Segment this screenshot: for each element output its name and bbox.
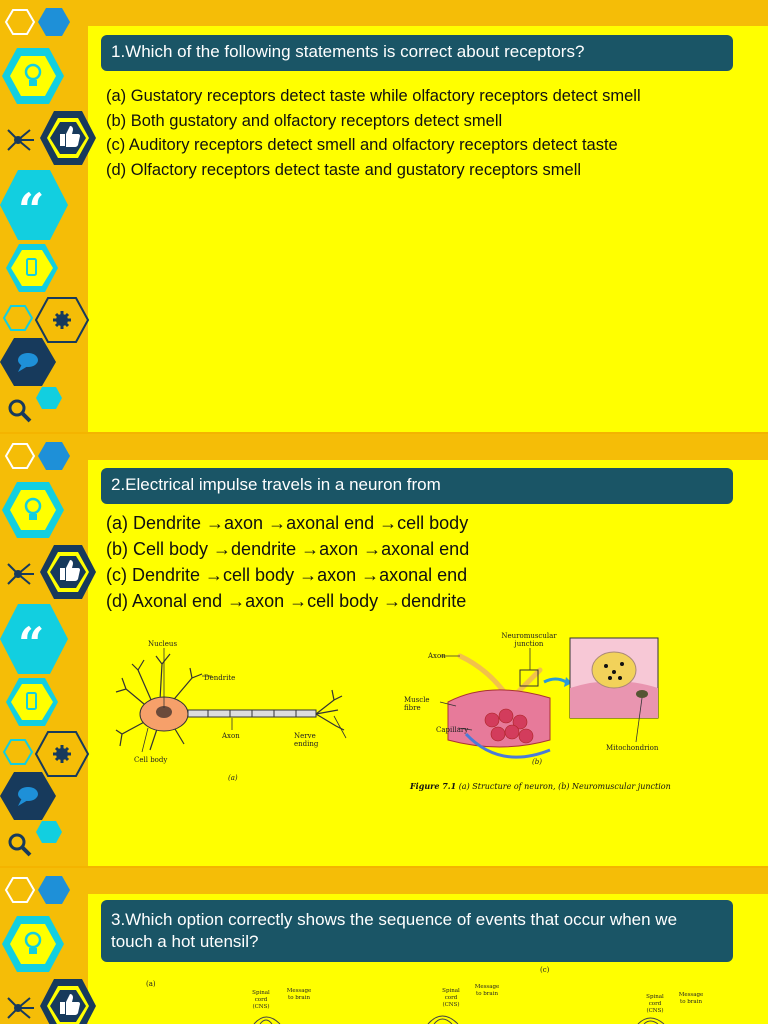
caption-figure-number: Figure 7.1 <box>410 781 457 791</box>
magnifier-icon <box>10 835 30 855</box>
label-panel-a: (a) <box>228 774 238 782</box>
thumbs-up-icon <box>40 979 96 1024</box>
answer-options <box>106 84 641 182</box>
gear-icon <box>36 298 88 342</box>
question-title: 3.Which option correctly shows the sequence of events that occur when we touch a hot utensil? <box>101 900 733 962</box>
network-icon <box>8 564 34 584</box>
label-axon-b: Axon <box>428 652 446 660</box>
label-cell-body: Cell body <box>134 756 168 764</box>
label-nerve-ending: Nerve ending <box>294 732 319 748</box>
answer-options <box>106 510 469 614</box>
label-message-3: Message to brain <box>678 992 704 1005</box>
hex-outline-decor <box>6 444 34 468</box>
label-panel-a: (a) <box>146 980 156 988</box>
option-a: (a) Dendrite →axon →axonal end →cell body <box>106 513 469 533</box>
label-axon: Axon <box>222 732 240 740</box>
chat-icon <box>0 772 56 820</box>
caption-text: (a) Structure of neuron, (b) Neuromuscular junction <box>458 782 671 791</box>
option-b: (b) Cell body →dendrite →axon →axonal end <box>106 539 470 559</box>
slide-2-sidebar <box>0 434 100 866</box>
option-d: (d) Olfactory receptors detect taste and gustatory receptors smell <box>106 160 582 179</box>
question-title: 2.Electrical impulse travels in a neuron from <box>101 468 733 504</box>
label-spinal-cord-2: Spinal cord (CNS) <box>442 988 460 1008</box>
svg-text:“: “ <box>18 617 45 671</box>
slide-3 <box>0 868 768 1024</box>
option-b: (b) Both gustatory and olfactory receptors detect smell <box>106 111 503 130</box>
quote-icon <box>0 604 68 674</box>
nerve-ending <box>316 690 344 730</box>
svg-text:“: “ <box>18 183 45 237</box>
magnifier-icon <box>10 401 30 421</box>
hex-outline-decor <box>6 878 34 902</box>
thumbs-up-icon <box>40 111 96 165</box>
slide-2 <box>0 434 768 866</box>
hex-outline-decor <box>6 10 34 34</box>
phone-icon <box>6 244 58 292</box>
spinal-cord-sketches <box>240 1008 720 1024</box>
hex-blue-decor <box>38 876 70 904</box>
slide-3-sidebar <box>0 868 100 1024</box>
label-spinal-cord-3: Spinal cord (CNS) <box>646 994 664 1014</box>
label-panel-c: (c) <box>540 966 550 974</box>
option-a: (a) Gustatory receptors detect taste while olfactory receptors detect smell <box>106 87 641 105</box>
figure-caption <box>410 781 671 791</box>
label-dendrite: Dendrite <box>204 674 236 682</box>
phone-icon <box>6 678 58 726</box>
label-spinal-cord-1: Spinal cord (CNS) <box>252 990 270 1010</box>
option-c: (c) Dendrite →cell body →axon →axonal end <box>106 565 468 585</box>
network-icon <box>8 130 34 150</box>
label-message-1: Message to brain <box>286 988 312 1001</box>
label-neuromuscular-junction: Neuromuscular junction <box>501 632 557 648</box>
chat-icon <box>0 338 56 386</box>
network-icon <box>8 998 34 1018</box>
zoom-arrow <box>544 679 566 682</box>
gear-icon <box>36 732 88 776</box>
lightbulb-icon <box>2 48 64 104</box>
slide-1 <box>0 0 768 432</box>
muscle-fibre <box>448 690 550 757</box>
quote-icon <box>0 170 68 240</box>
lightbulb-icon <box>2 482 64 538</box>
slide-1-sidebar <box>0 0 100 432</box>
label-mitochondrion: Mitochondrion <box>606 744 659 752</box>
label-nucleus: Nucleus <box>148 640 178 648</box>
question-title: 1.Which of the following statements is correct about receptors? <box>101 35 733 71</box>
label-message-2: Message to brain <box>474 984 500 997</box>
label-capillary: Capillary <box>436 726 469 734</box>
option-d: (d) Axonal end →axon →cell body →dendrite <box>106 591 467 611</box>
label-panel-b: (b) <box>532 758 542 766</box>
hex-blue-decor <box>38 442 70 470</box>
hex-cyan-decor <box>36 821 62 843</box>
option-c: (c) Auditory receptors detect smell and olfactory receptors detect taste <box>106 136 618 154</box>
hex-blue-decor <box>38 8 70 36</box>
hex-outline-small-decor <box>4 306 32 330</box>
hex-outline-small-decor <box>4 740 32 764</box>
label-muscle-fibre: Muscle fibre <box>404 696 430 712</box>
thumbs-up-icon <box>40 545 96 599</box>
lightbulb-icon <box>2 916 64 972</box>
zoom-inset <box>570 638 658 718</box>
hex-cyan-decor <box>36 387 62 409</box>
